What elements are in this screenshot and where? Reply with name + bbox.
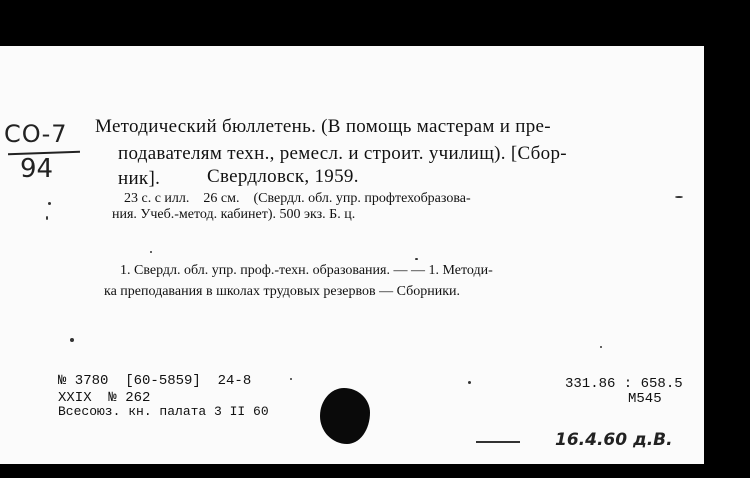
call-number-top: СО-7 (4, 120, 68, 148)
speck (290, 378, 292, 380)
speck (415, 258, 418, 260)
pencil-dash (476, 441, 520, 443)
footer-left-line-2: XXIX № 262 (58, 390, 151, 406)
speck (48, 202, 51, 205)
title-line-3b: Свердловск, 1959. (207, 166, 359, 187)
call-number-bottom: 94 (20, 154, 54, 184)
footer-left-line-3: Всесоюз. кн. палата 3 II 60 (58, 404, 269, 419)
description-line-1: 23 с. с илл. 26 см. (Свердл. обл. упр. профтехобразова- (124, 191, 471, 206)
footer-left-line-1: № 3780 [60-5859] 24-8 (58, 373, 252, 389)
scan-border (704, 46, 750, 478)
title-line-3a: ник]. (118, 168, 161, 189)
speck (600, 346, 602, 348)
ink-blot (320, 388, 370, 444)
subjects-line-1: 1. Свердл. обл. упр. проф.-техн. образования. — — 1. Методи- (120, 263, 493, 278)
footer-right-line-2: М545 (628, 391, 662, 407)
speck (70, 338, 74, 342)
footer-right-line-1: 331.86 : 658.5 (565, 376, 683, 392)
speck (468, 381, 471, 384)
speck (675, 196, 683, 198)
catalog-card (0, 46, 704, 464)
speck (46, 216, 48, 220)
title-line-1: Методический бюллетень. (В помощь мастерам и пре- (95, 116, 551, 137)
title-line-2: подавателям техн., ремесл. и строит. училищ). [Сбор- (118, 143, 567, 164)
handwritten-note: 16.4.60 д.В. (555, 430, 673, 450)
subjects-line-2: ка преподавания в школах трудовых резервов — Сборники. (104, 284, 461, 299)
speck (150, 251, 152, 253)
description-line-2: ния. Учеб.-метод. кабинет). 500 экз. Б. ц. (112, 207, 356, 222)
